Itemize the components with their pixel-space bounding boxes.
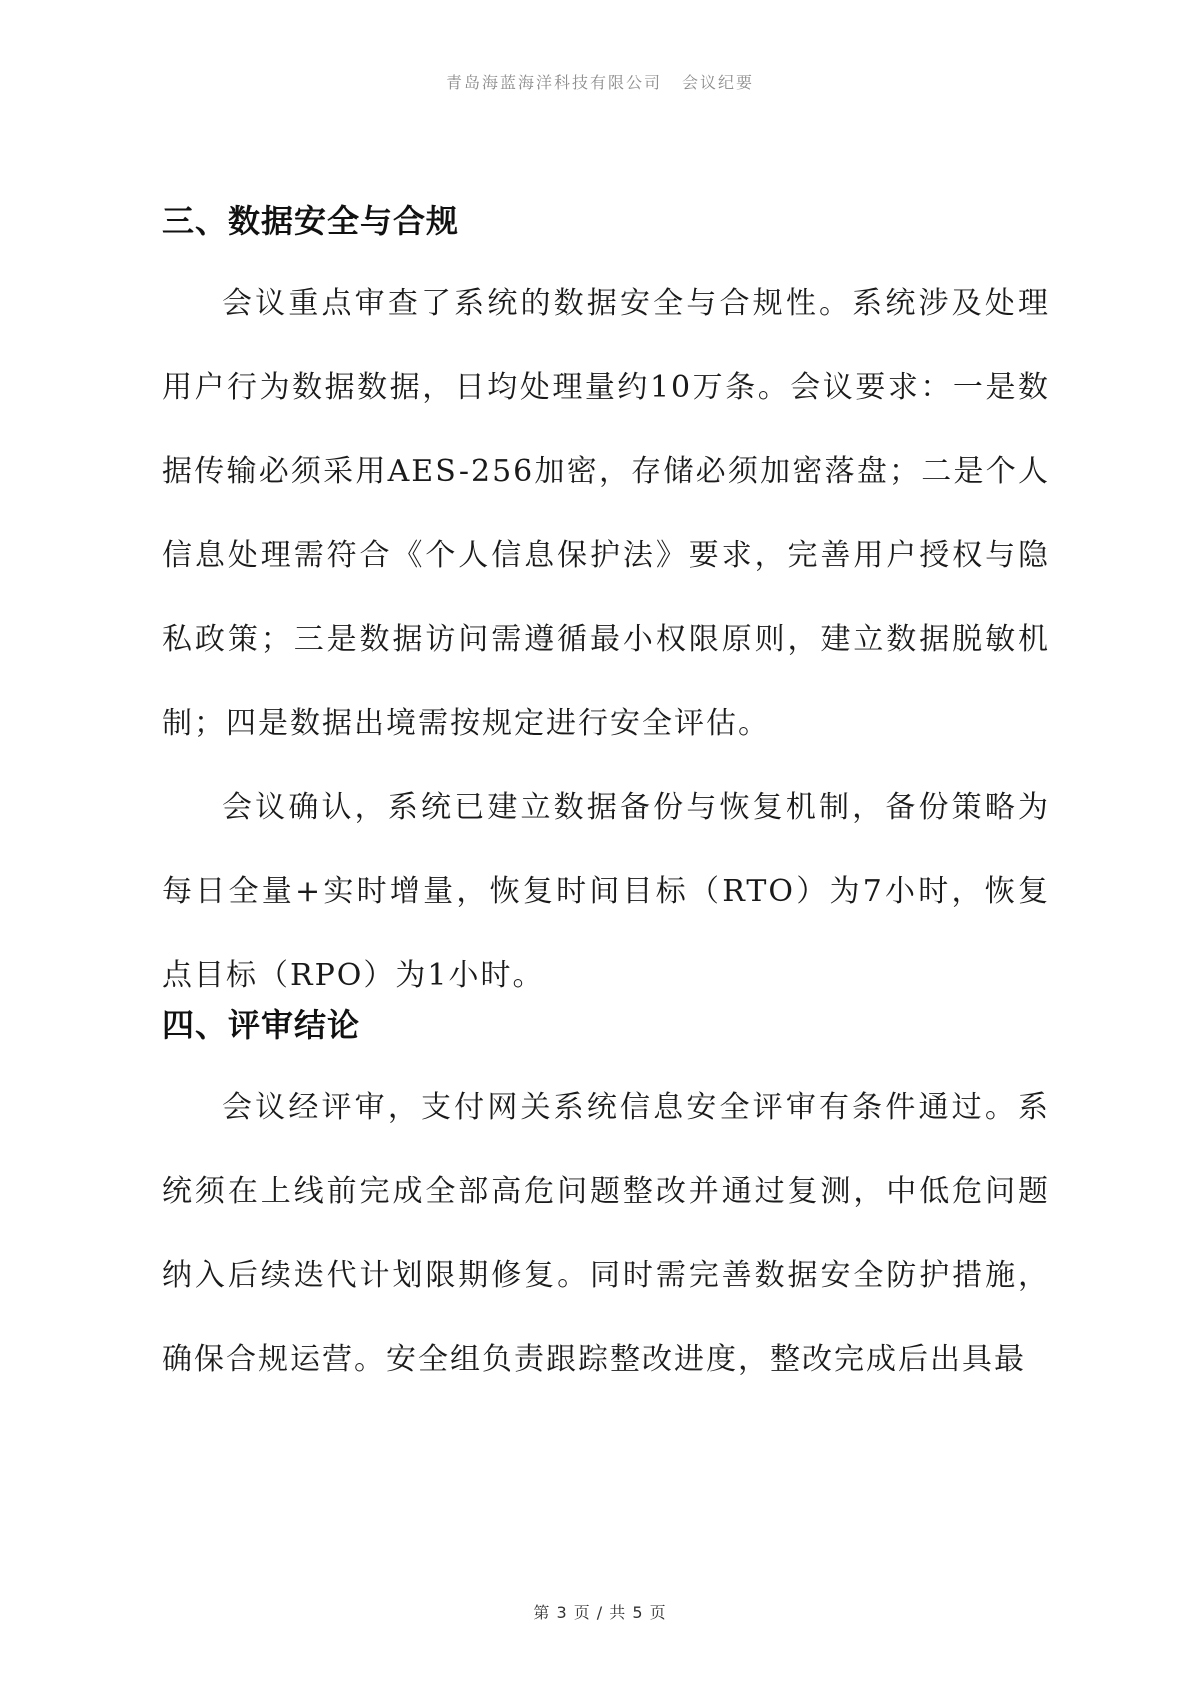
page-footer [0,1600,1200,1623]
header-doc-type: 会议纪要 [682,73,755,92]
paragraph-data-security-requirements: 会议重点审查了系统的数据安全与合规性。系统涉及处理用户行为数据数据，日均处理量约10万条。会议要求：一是数据传输必须采用AES-256加密，存储必须加密落盘；二是个人信息处理需符合《个人信息保护法》要求，完善用户授权与隐私政策；三是数据访问需遵循最小权限原则，建立数据脱敏机制；四是数据出境需按规定进行安全评估。 [162,286,1050,741]
paragraph-backup-recovery: 会议确认，系统已建立数据备份与恢复机制，备份策略为每日全量+实时增量，恢复时间目标（RTO）为7小时，恢复点目标（RPO）为1小时。 [162,790,1050,993]
page-header [0,70,1200,93]
page-number: 第 3 页 / 共 5 页 [533,1603,667,1622]
section-title-review-conclusion: 四、评审结论 [162,1006,361,1044]
header-company: 青岛海蓝海洋科技有限公司 [445,73,662,92]
paragraph-review-conclusion: 会议经评审，支付网关系统信息安全评审有条件通过。系统须在上线前完成全部高危问题整改并通过复测，中低危问题纳入后续迭代计划限期修复。同时需完善数据安全防护措施，确保合规运营。安全组负责跟踪整改进度，整改完成后出具最 [162,1090,1050,1377]
section-title-data-security: 三、数据安全与合规 [162,202,460,240]
